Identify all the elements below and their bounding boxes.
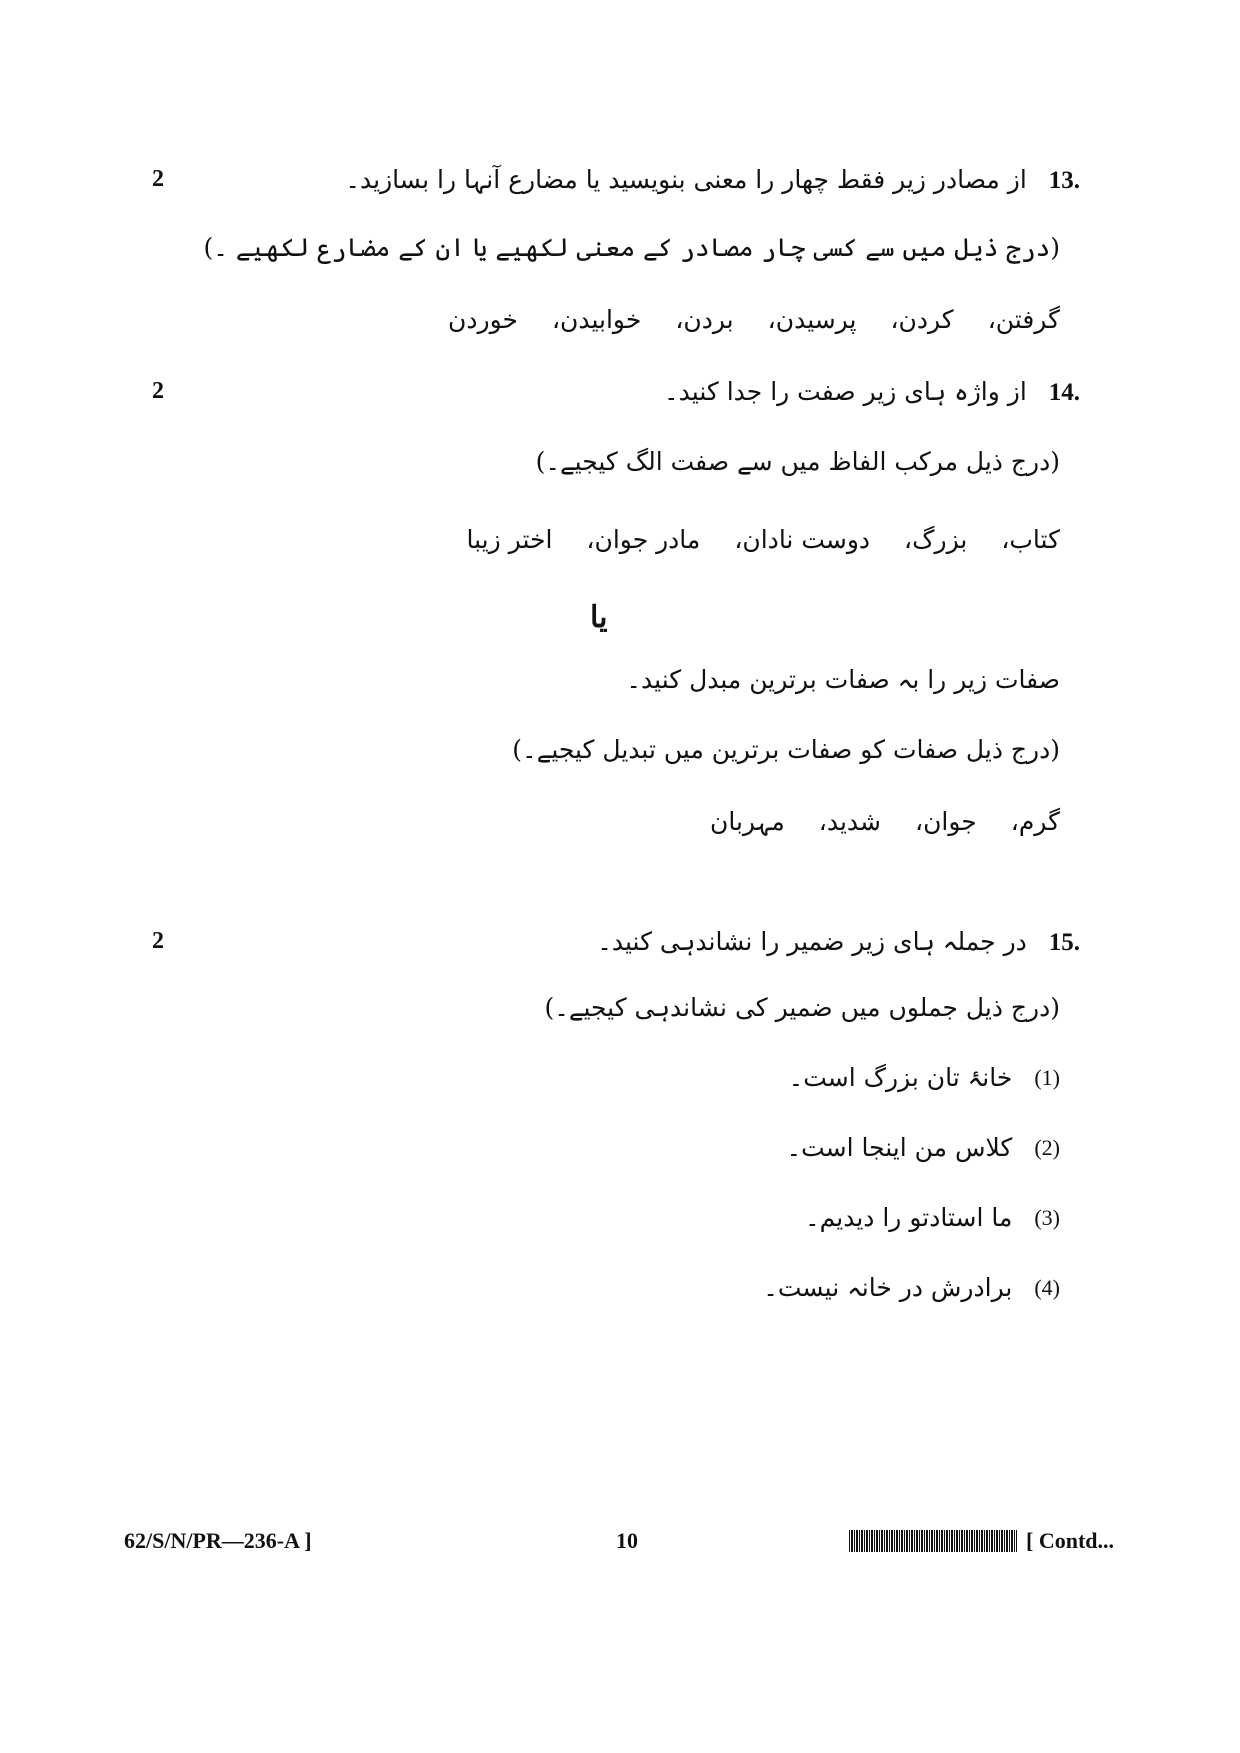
- word: دوست نادان،: [734, 525, 871, 554]
- page-footer: [124, 1522, 1116, 1562]
- sub-item-text: کلاس من اینجا است۔: [786, 1133, 1013, 1162]
- question-15-header: [140, 922, 1080, 966]
- or-separator: یا: [590, 600, 608, 635]
- word: شدید،: [818, 807, 881, 836]
- sub-item-number: (3): [1034, 1205, 1060, 1230]
- word: بردن،: [675, 305, 734, 334]
- question-15-prompt: [597, 922, 1080, 963]
- question-14-word-list: [467, 520, 1060, 560]
- word: گرم،: [1010, 807, 1060, 836]
- question-15-urdu: (درج ذیل جملوں میں ضمیر کی نشاندہی کیجیے۔): [544, 993, 1060, 1022]
- question-14-marks: 2: [152, 378, 164, 404]
- sub-item-text: خانۂ تان بزرگ است۔: [788, 1063, 1013, 1092]
- question-14-alt-urdu: (درج ذیل صفات کو صفات برترین میں تبدیل کیجیے۔): [512, 735, 1060, 764]
- question-14-number: 14.: [1048, 379, 1080, 406]
- word: کردن،: [890, 305, 954, 334]
- sub-item-text: ما استادتو را دیدیم۔: [804, 1203, 1013, 1232]
- word: مہربان: [709, 807, 785, 836]
- question-13-prompt: [345, 160, 1080, 201]
- question-14-prompt: [664, 372, 1080, 413]
- word: گرفتن،: [987, 305, 1060, 334]
- question-14-urdu: (درج ذیل مرکب الفاظ میں سے صفت الگ کیجیے۔): [535, 447, 1060, 476]
- question-13-persian: از مصادر زیر فقط چهار را معنی بنویسید یا مضارع آنہا را بسازید۔: [345, 165, 1027, 194]
- sub-item-4: [763, 1268, 1060, 1308]
- word: پرسیدن،: [767, 305, 857, 334]
- word: بزرگ،: [904, 525, 968, 554]
- question-15-persian: در جملہ ہای زیر ضمیر را نشاندہی کنید۔: [597, 927, 1027, 956]
- sub-item-number: (1): [1034, 1065, 1060, 1090]
- sub-item-1: [789, 1058, 1060, 1098]
- question-13-marks: 2: [152, 166, 164, 192]
- question-14-alt-persian: صفات زیر را بہ صفات برترین مبدل کنید۔: [626, 665, 1060, 694]
- barcode: [849, 1530, 1017, 1552]
- word: خوردن: [448, 305, 518, 334]
- sub-item-number: (4): [1034, 1275, 1060, 1300]
- continued-label: [ Contd...: [1026, 1528, 1115, 1553]
- word: خوابیدن،: [551, 305, 642, 334]
- word: مادر جوان،: [586, 525, 701, 554]
- question-14-header: [140, 372, 1080, 416]
- question-14-alt-word-list: [710, 802, 1060, 842]
- question-13-word-list: [448, 300, 1060, 340]
- word: جوان،: [915, 807, 977, 836]
- question-13-number: 13.: [1048, 167, 1080, 194]
- sub-item-text: برادرش در خانہ نیست۔: [763, 1273, 1013, 1302]
- question-15-marks: 2: [152, 928, 164, 954]
- question-13-header: [140, 160, 1080, 204]
- page-number: 10: [616, 1528, 638, 1553]
- word: کتاب،: [1001, 525, 1060, 554]
- question-15-number: 15.: [1048, 929, 1080, 956]
- paper-code: 62/S/N/PR—236-A ]: [124, 1528, 312, 1553]
- sub-item-number: (2): [1034, 1135, 1060, 1160]
- sub-item-3: [805, 1198, 1060, 1238]
- question-13-urdu: (درج ذیل میں سے کسی چار مصادر کے معنی لکھیے یا ان کے مضارع لکھیے ۔): [203, 233, 1060, 262]
- word: اختر زیبا: [466, 525, 553, 554]
- sub-item-2: [786, 1128, 1060, 1168]
- question-14-persian: از واژہ ہای زیر صفت را جدا کنید۔: [664, 377, 1027, 406]
